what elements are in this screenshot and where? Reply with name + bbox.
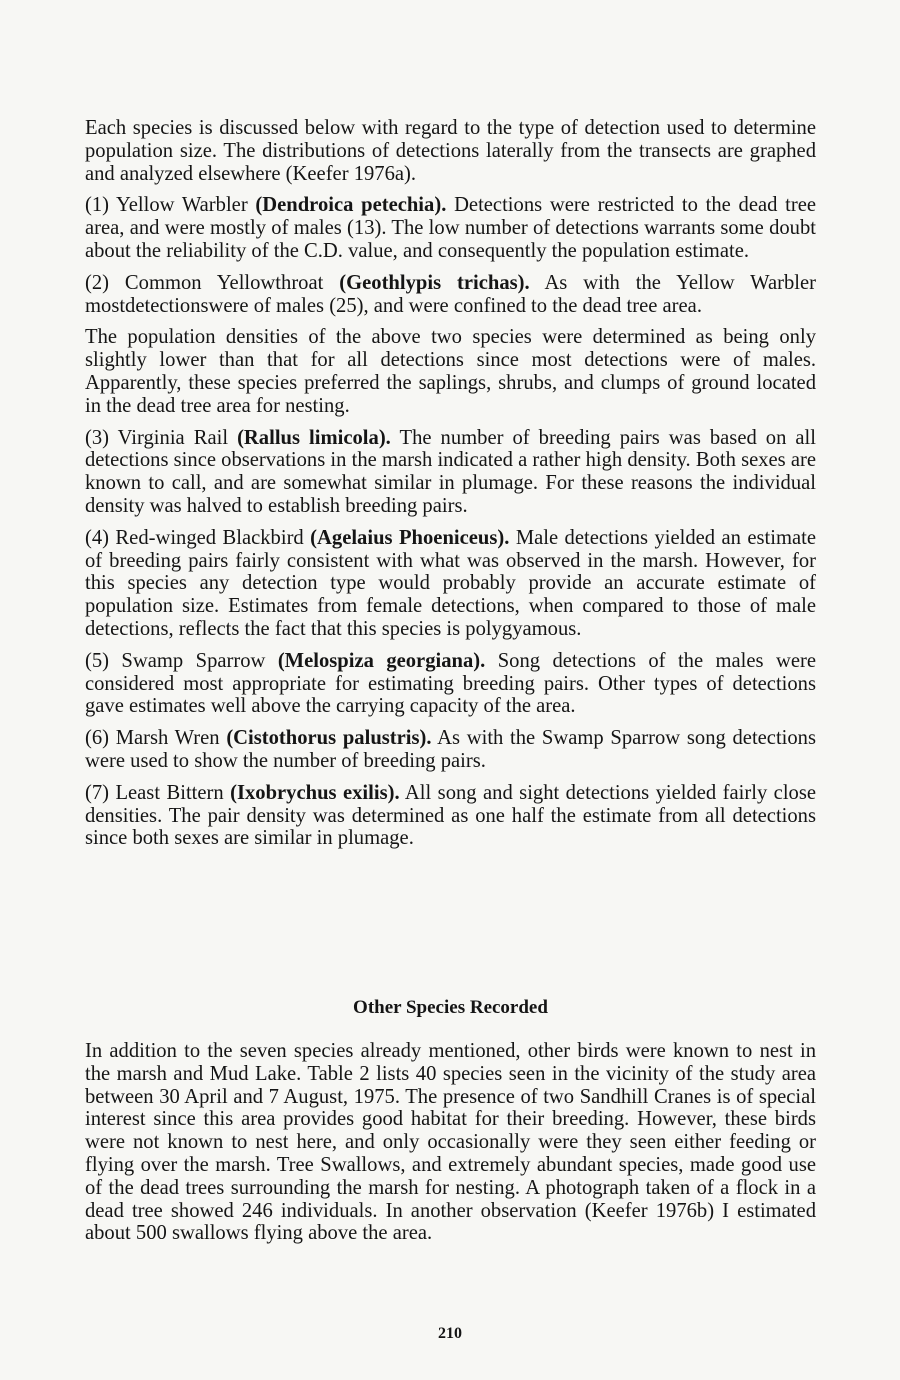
scientific-name: (Geothlypis trichas). (339, 271, 530, 294)
species-name: (6) Marsh Wren (85, 727, 220, 750)
species-name: (7) Least Bittern (85, 781, 224, 804)
species-paragraph-red-winged-blackbird (85, 527, 816, 641)
species-paragraph-common-yellowthroat (85, 272, 816, 318)
species-name: (2) Common Yellowthroat (85, 271, 324, 294)
species-text: Male detections yielded an estimate of breeding pairs fairly consistent with what was observed in the marsh. However, for this species any detection type would probably provide an accurate estimate of population size. Estimates from female detections, when compared to those of male detections, reflects the fact that this species is polygyamous. (85, 526, 816, 640)
species-text: As with the Yellow Warbler mostdetectionswere of males (25), and were confined to the dead tree area. (85, 271, 816, 317)
section-heading: Other Species Recorded (353, 997, 548, 1018)
other-species-paragraph: In addition to the seven species already mentioned, other birds were known to nest in the marsh and Mud Lake. Table 2 lists 40 species seen in the vicinity of the study area between 30 April and 7 August, 1975. The presence of two Sandhill Cranes is of special interest since this area provides good habitat for their breeding. However, these birds were not known to nest here, and only occasionally were they seen either feeding or flying over the marsh. Tree Swallows, and extremely abundant species, made good use of the dead trees surrounding the marsh for nesting. A photograph taken of a flock in a dead tree showed 246 individuals. In another observation (Keefer 1976b) I estimated about 500 swallows flying above the area. (85, 1040, 816, 1245)
scientific-name: (Cistothorus palustris). (226, 727, 432, 750)
closing-section (85, 1040, 816, 1254)
species-name: (1) Yellow Warbler (85, 194, 248, 217)
intro-paragraph: Each species is discussed below with regard to the type of detection used to determine population size. The distributions of detections laterally from the transects are graphed and analyzed elsewhere (Keefer 1976a). (85, 117, 816, 185)
species-text: Detections were restricted to the dead tree area, and were mostly of males (13). The low number of detections warrants some doubt about the reliability of the C.D. value, and consequently the population estimate. (85, 194, 816, 262)
species-paragraph-marsh-wren (85, 727, 816, 773)
body-text (85, 117, 816, 859)
species-text: Song detections of the males were considered most appropriate for estimating breeding pairs. Other types of detections gave estimates well above the carrying capacity of the area. (85, 649, 816, 718)
species-name: (4) Red-winged Blackbird (85, 526, 304, 549)
species-text: The number of breeding pairs was based on all detections since observations in the marsh indicated a rather high density. Both sexes are known to call, and are somewhat similar in plumage. For these reasons the individual density was halved to establish breeding pairs. (85, 426, 816, 517)
species-text: As with the Swamp Sparrow song detections were used to show the number of breeding pairs. (85, 727, 816, 772)
species-paragraph-least-bittern (85, 782, 816, 850)
population-density-paragraph: The population densities of the above two species were determined as being only slightly lower than that for all detections since most detections were of males. Apparently, these species preferred the saplings, shrubs, and clumps of ground located in the dead tree area for nesting. (85, 326, 816, 417)
species-text: All song and sight detections yielded fairly close densities. The pair density was determined as one half the estimate from all detections since both sexes are similar in plumage. (85, 781, 816, 850)
species-paragraph-swamp-sparrow (85, 650, 816, 718)
page-number: 210 (438, 1325, 462, 1342)
species-paragraph-virginia-rail (85, 427, 816, 518)
scientific-name: (Agelaius Phoeniceus). (310, 526, 510, 549)
scientific-name: (Dendroica petechia). (255, 194, 447, 217)
species-name: (5) Swamp Sparrow (85, 649, 266, 672)
scientific-name: (Rallus limicola). (237, 426, 391, 449)
species-name: (3) Virginia Rail (85, 426, 229, 449)
species-paragraph-yellow-warbler (85, 194, 816, 262)
scientific-name: (Melospiza georgiana). (277, 649, 486, 672)
scientific-name: (Ixobrychus exilis). (230, 781, 400, 804)
